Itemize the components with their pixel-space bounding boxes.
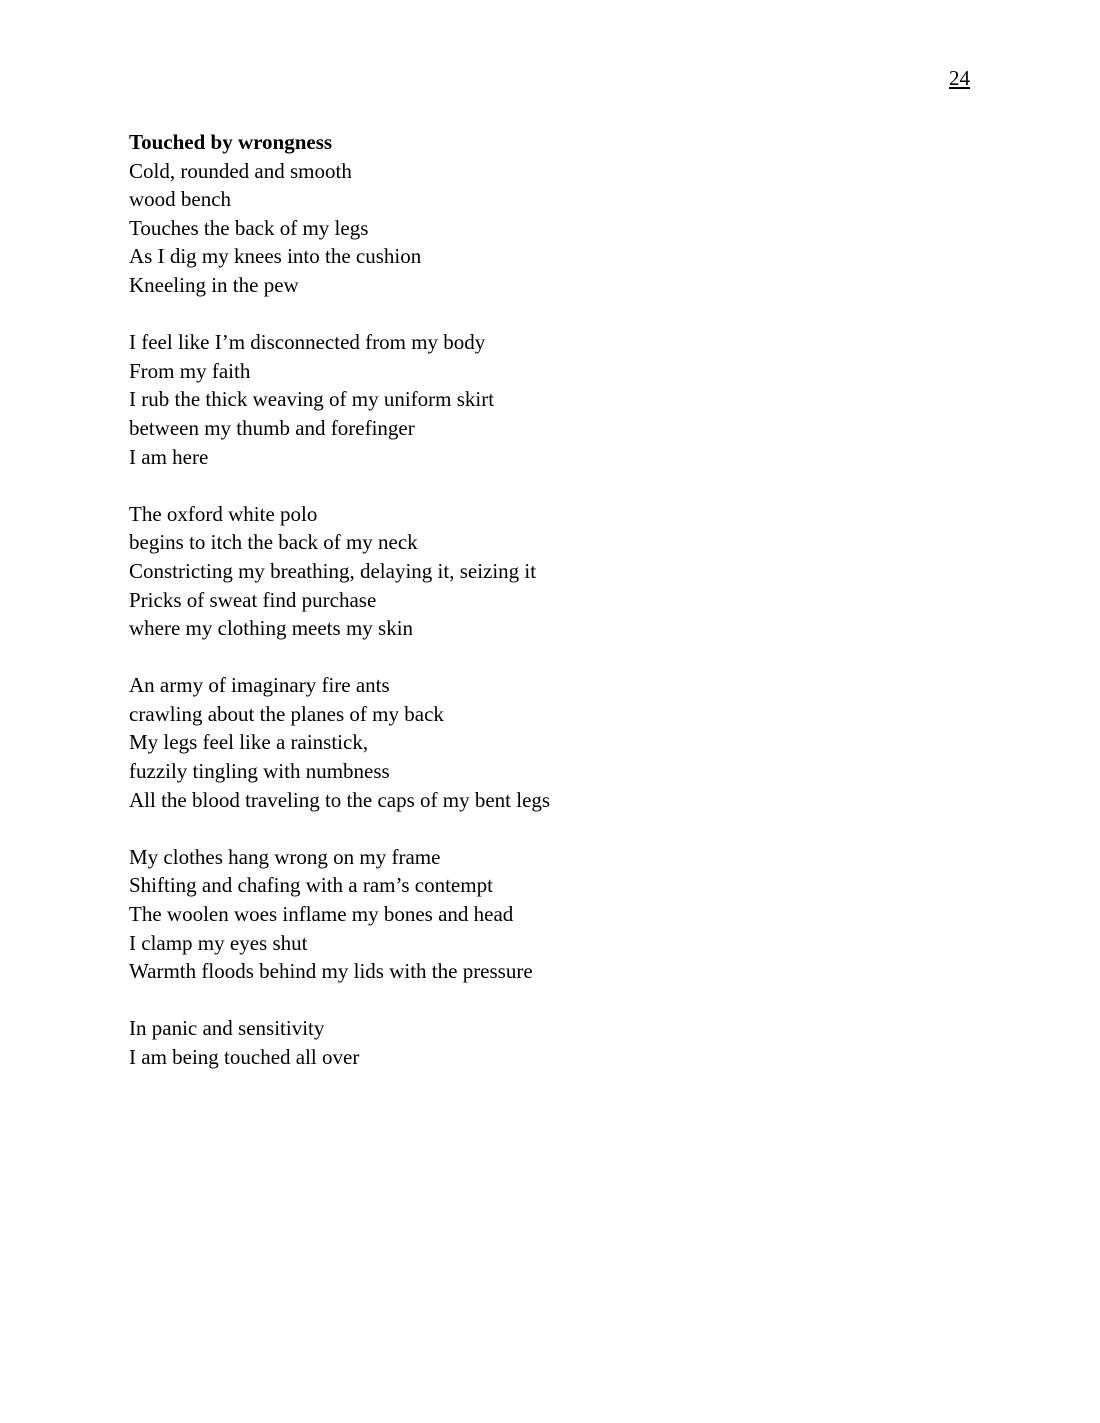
poem-line: From my faith [129,358,251,383]
poem-line: The oxford white polo [129,501,318,526]
poem-line: fuzzily tingling with numbness [129,759,390,784]
poem-line: between my thumb and forefinger [129,415,415,440]
poem-line: begins to itch the back of my neck [129,530,418,555]
poem-line: Constricting my breathing, delaying it, seizing it [129,558,537,583]
poem-line: I am being touched all over [129,1045,360,1069]
poem-line: The woolen woes inflame my bones and head [129,902,514,927]
stanza-5 [129,843,989,986]
poem-line: Shifting and chafing with a ram’s contempt [129,873,493,898]
poem-line: My clothes hang wrong on my frame [129,844,441,869]
stanza-1 [129,157,989,300]
poem [129,128,989,1072]
poem-line: where my clothing meets my skin [129,616,414,641]
stanza-3 [129,500,989,643]
poem-title: Touched by wrongness [129,130,333,154]
poem-line: I clamp my eyes shut [129,930,308,955]
poem-line: I rub the thick weaving of my uniform skirt [129,387,495,412]
poem-line: Kneeling in the pew [129,272,299,297]
poem-line: Warmth floods behind my lids with the pressure [129,959,533,984]
poem-line: My legs feel like a rainstick, [129,730,369,755]
poem-line: Touches the back of my legs [129,215,369,240]
poem-line: As I dig my knees into the cushion [129,244,422,269]
poem-line: Cold, rounded and smooth [129,158,352,183]
stanza-4 [129,671,989,814]
poem-line: All the blood traveling to the caps of my bent legs [129,787,551,812]
poem-line: Pricks of sweat find purchase [129,587,377,612]
poem-line: wood bench [129,187,232,212]
poem-line: An army of imaginary fire ants [129,673,390,698]
page-number: 24 [949,66,970,90]
stanza-2 [129,328,989,471]
poem-line: I feel like I’m disconnected from my body [129,330,486,355]
poem-line: I am here [129,444,209,469]
poem-line: In panic and sensitivity [129,1016,325,1041]
poem-line: crawling about the planes of my back [129,701,444,726]
stanza-6 [129,1014,989,1071]
